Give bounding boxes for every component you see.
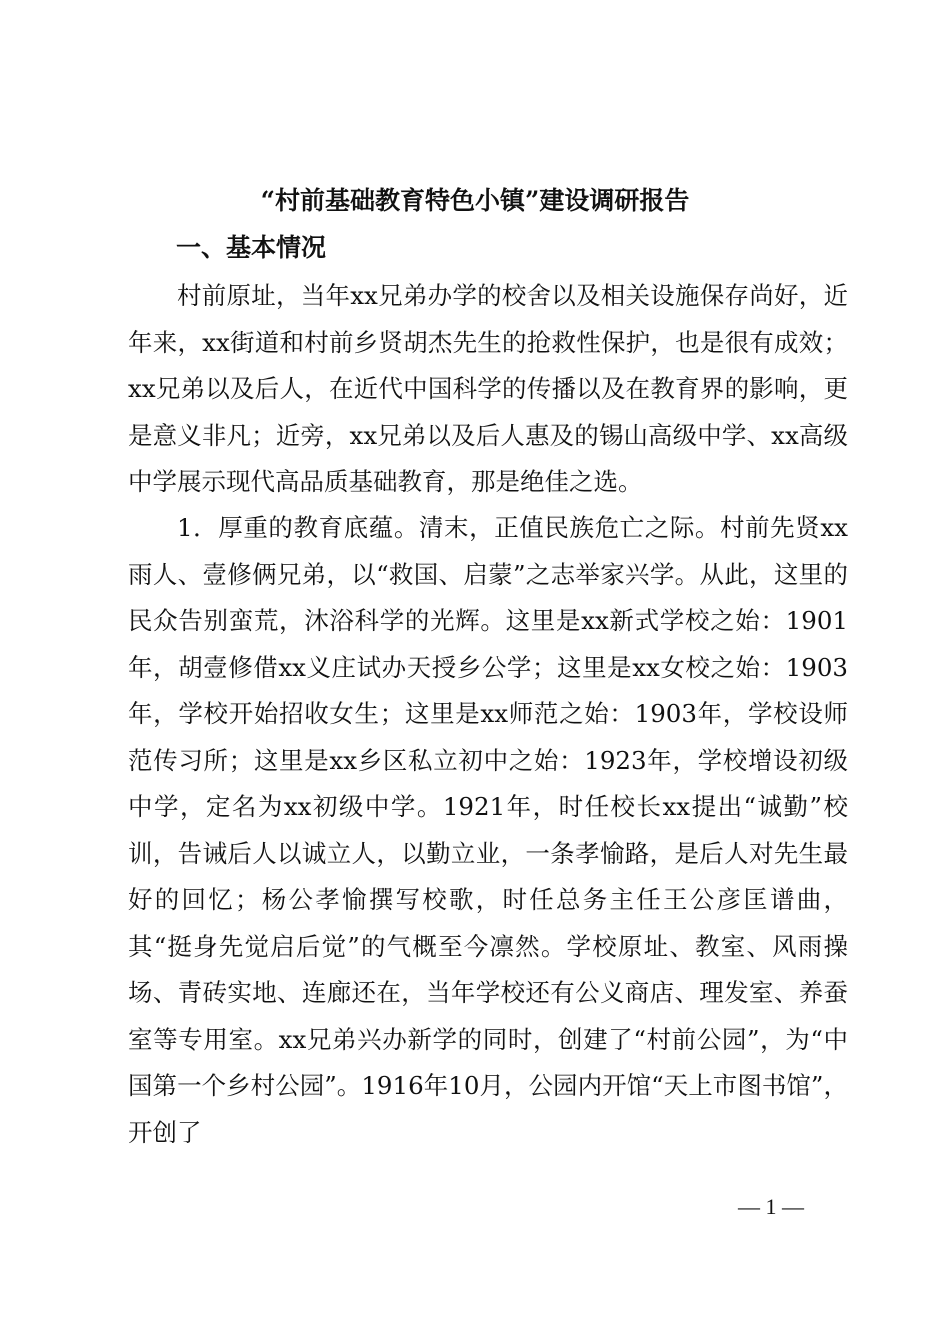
paragraph-basic-info: 村前原址，当年xx兄弟办学的校舍以及相关设施保存尚好，近年来，xx街道和村前乡贤胡杰先生的抢救性保护，也是很有成效；xx兄弟以及后人，在近代中国科学的传播以及在教育界的影响，更是意义非凡；近旁，xx兄弟以及后人惠及的锡山高级中学、xx高级中学展示现代高品质基础教育，那是绝佳之选。 [128, 281, 848, 496]
paragraph-education-heritage: 1．厚重的教育底蕴。清末，正值民族危亡之际。村前先贤xx雨人、壹修俩兄弟，以“救国、启蒙”之志举家兴学。从此，这里的民众告别蛮荒，沐浴科学的光辉。这里是xx新式学校之始：1901年，胡壹修借xx义庄试办天授乡公学；这里是xx女校之始：1903年，学校开始招收女生；这里是xx师范之始：1903年，学校设师范传习所；这里是xx乡区私立初中之始：1923年，学校增设初级中学，定名为xx初级中学。1921年，时任校长xx提出“诚勤”校训，告诫后人以诚立人，以勤立业，一条孝愉路，是后人对先生最好的回忆；杨公孝愉撰写校歌，时任总务主任王公彦匡谱曲，其“挺身先觉启后觉”的气概至今凛然。学校原址、教室、风雨操场、青砖实地、连廊还在，当年学校还有公义商店、理发室、养蚕室等专用室。xx兄弟兴办新学的同时，创建了“村前公园”，为“中国第一个乡村公园”。1916年10月，公园内开馆“天上市图书馆”，开创了 [128, 513, 848, 1147]
document-title: “村前基础教育特色小镇”建设调研报告 [260, 186, 690, 215]
section-heading: 一、基本情况 [176, 233, 327, 262]
page-number: — 1 — [738, 1194, 804, 1219]
